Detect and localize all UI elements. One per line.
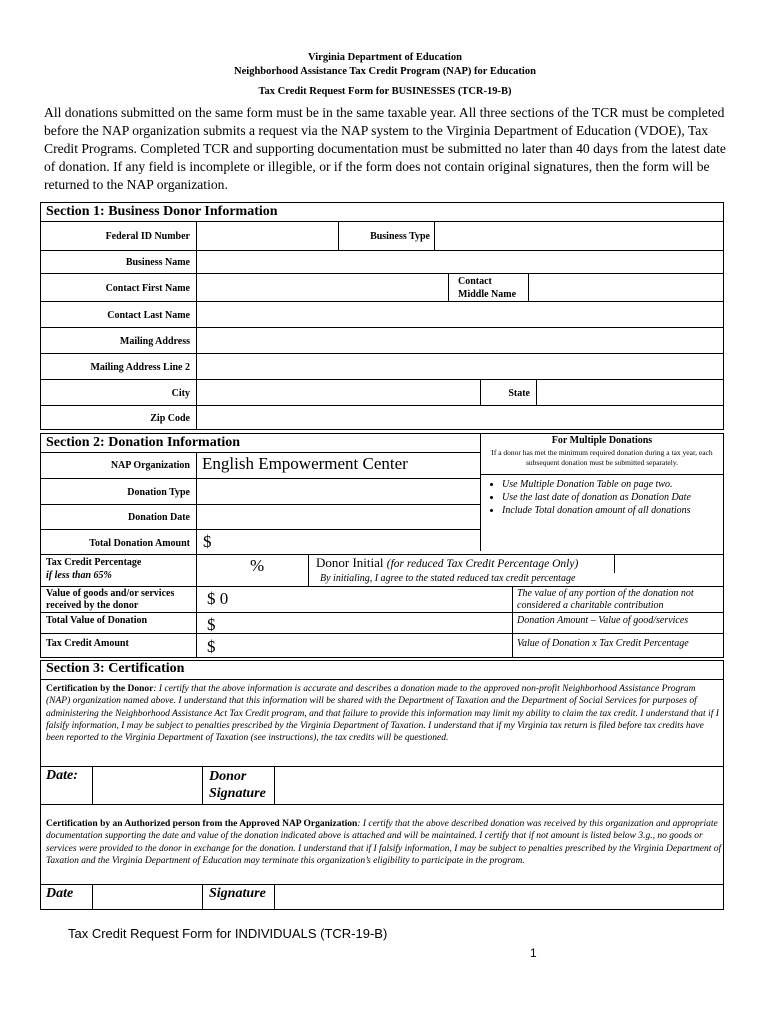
contact-middle-field[interactable] [529, 274, 723, 301]
tax-credit-amount-field[interactable]: $ [207, 637, 216, 656]
initial-agreement-text: By initialing, I agree to the stated reduced tax credit percentage [320, 573, 576, 584]
section1-title: Section 1: Business Donor Information [46, 204, 278, 219]
bullet-item: • Include Total donation amount of all donations [502, 504, 714, 517]
contact-first-label: Contact First Name [105, 283, 190, 294]
goods-value-note: The value of any portion of the donation not considered a charitable contribution [517, 588, 694, 611]
donation-type-label: Donation Type [127, 487, 190, 498]
federal-id-label: Federal ID Number [105, 231, 190, 242]
mailing-address2-label: Mailing Address Line 2 [90, 362, 190, 373]
multiple-donations-title: For Multiple Donations [551, 435, 653, 446]
donor-date-field[interactable] [93, 767, 201, 803]
total-donation-label: Total Donation Amount [89, 538, 190, 549]
tax-credit-amount-label: Tax Credit Amount [46, 638, 129, 649]
business-type-field[interactable] [435, 222, 723, 250]
bullet-item: • Use Multiple Donation Table on page two. [502, 478, 714, 491]
tax-credit-pct-label: Tax Credit Percentage if less than 65% [46, 557, 142, 581]
donation-date-label: Donation Date [128, 512, 190, 523]
total-donation-field[interactable]: $ [203, 532, 212, 551]
nap-date-label: Date [46, 886, 74, 901]
zip-label: Zip Code [150, 413, 190, 424]
footer-text: Tax Credit Request Form for INDIVIDUALS (TCR-19-B) [68, 926, 388, 941]
federal-id-field[interactable] [197, 222, 337, 250]
state-label: State [508, 388, 530, 399]
city-label: City [171, 388, 190, 399]
nap-signature-field[interactable] [275, 885, 723, 909]
tax-credit-amount-note: Value of Donation x Tax Credit Percentage [517, 638, 689, 649]
total-value-field[interactable]: $ [207, 615, 216, 634]
business-name-field[interactable] [197, 251, 723, 273]
donor-signature-field[interactable] [275, 767, 723, 803]
contact-middle-label: Contact Middle Name [458, 276, 517, 300]
goods-value-label: Value of goods and/or services received by the donor [46, 588, 175, 611]
donor-date-label: Date: [46, 768, 78, 783]
goods-value-field[interactable]: $ 0 [207, 589, 229, 608]
mailing-address2-field[interactable] [197, 354, 723, 379]
business-type-label: Business Type [370, 231, 430, 242]
city-field[interactable] [197, 380, 479, 405]
multiple-donations-list [484, 478, 714, 517]
bullet-item: • Use the last date of donation as Donation Date [502, 491, 714, 504]
total-value-label: Total Value of Donation [46, 615, 148, 626]
tax-credit-pct-field[interactable]: % [250, 556, 265, 575]
nap-certification-text: Certification by an Authorized person from the Approved NAP Organization: I certify that the above described donation was received by this organization and appropriate documentation supporting the date and value of the donation indicated above is attached and will be maintained. I certify that if not amount is listed below 3.g., no goods or services were provided to the donor in exchange for the donation. I understand that if I falsify information, I may be subject to penalties prescribed by the Virginia Department of Taxation and the Virginia Department of Education may terminate this organization’s eligibility to participate in the program. [46, 819, 722, 866]
page-number: 1 [530, 946, 537, 960]
nap-date-field[interactable] [93, 885, 201, 909]
mailing-address-label: Mailing Address [119, 336, 190, 347]
contact-first-field[interactable] [197, 274, 447, 301]
contact-last-field[interactable] [197, 302, 723, 327]
total-value-note: Donation Amount – Value of good/services [517, 615, 689, 626]
program-name: Neighborhood Assistance Tax Credit Program (NAP) for Education [234, 66, 536, 77]
multiple-donations-note: If a donor has met the minimum required donation during a tax year, each subsequent donation must be submitted separately. [491, 448, 713, 467]
nap-signature-label: Signature [209, 886, 266, 901]
mailing-address-field[interactable] [197, 328, 723, 353]
section2-title: Section 2: Donation Information [46, 435, 241, 450]
donor-initial-field[interactable] [615, 555, 723, 573]
form-title: Tax Credit Request Form for BUSINESSES (TCR-19-B) [258, 86, 512, 97]
zip-field[interactable] [197, 406, 723, 429]
donor-initial-label: Donor Initial (for reduced Tax Credit Percentage Only) [316, 555, 579, 570]
donor-certification-text: Certification by the Donor: I certify that the above information is accurate and describes a donation made to the approved non-profit Neighborhood Assistance Program (NAP) organization named above. I understand that this information will be shared with the Department of Taxation and the Department of Social Services for purposes of administering the Neighborhood Assistance Act Tax Credit program, and that failure to provide this information may limit my ability to claim the tax credit. I understand that if I falsify information, I may be subject to penalties prescribed by the Virginia Department of Taxation. I understand that if my Virginia tax return is filed before tax credits have been reported to the Virginia Department of Taxation (see instructions), the tax credits will be questioned. [46, 684, 719, 744]
intro-paragraph: All donations submitted on the same form must be in the same taxable year. All three sections of the TCR must be completed before the NAP organization submits a request via the NAP system to the Virginia Department of Education (VDOE), Tax Credit Programs. Completed TCR and supporting documentation must be submitted no later than 40 days from the latest date of donation. If any field is incomplete or illegible, or if the form does not contain original signatures, then the form will be returned to the NAP organization. [44, 105, 726, 192]
agency-name: Virginia Department of Education [308, 52, 462, 63]
section3-title: Section 3: Certification [46, 661, 185, 676]
donation-type-field[interactable] [197, 479, 479, 504]
business-name-label: Business Name [125, 257, 190, 268]
donation-date-field[interactable] [197, 505, 479, 529]
donor-signature-label: Donor Signature [209, 769, 266, 801]
contact-last-label: Contact Last Name [107, 310, 190, 321]
nap-org-field[interactable]: English Empowerment Center [202, 454, 408, 473]
nap-org-label: NAP Organization [110, 460, 190, 471]
state-field[interactable] [537, 380, 723, 405]
